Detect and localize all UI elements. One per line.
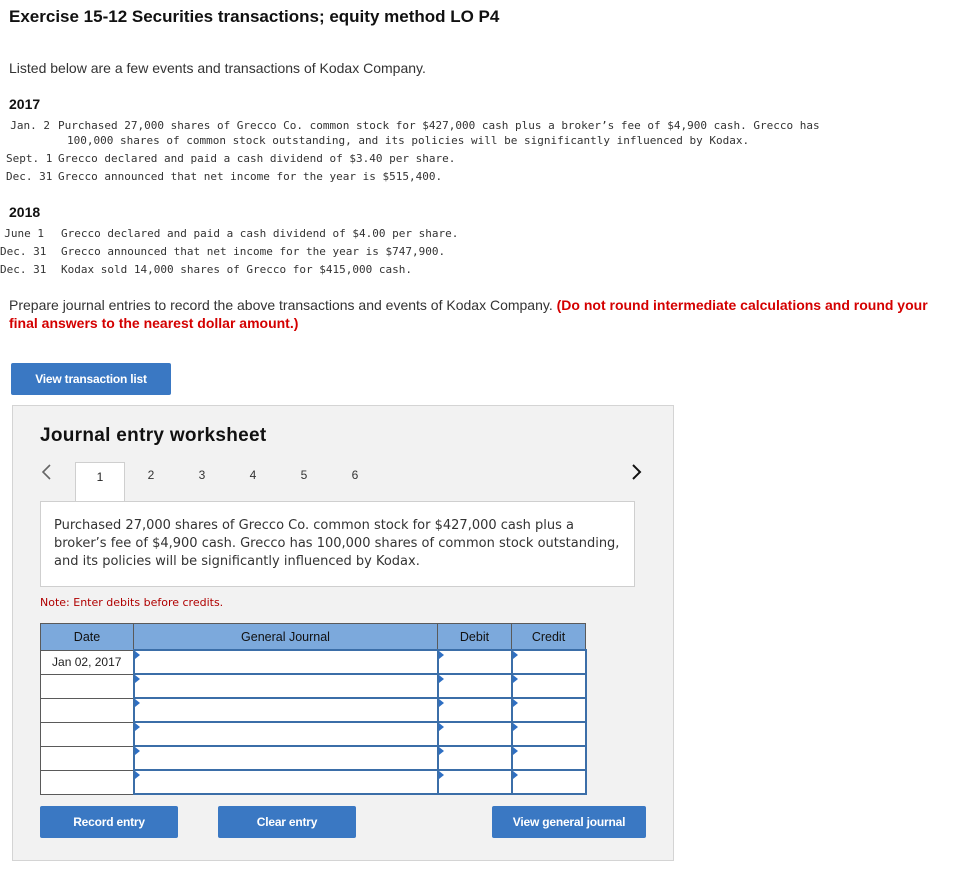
transaction-description: Purchased 27,000 shares of Grecco Co. common stock for $427,000 cash plus a broker’s fee of $4,900 cash. Grecco has 100,000 shares of common stock outstanding, and its policies will be significantly influenced by Kodax. [40, 501, 635, 587]
column-header-date: Date [41, 624, 134, 651]
column-header-credit: Credit [512, 624, 586, 651]
tab-6[interactable]: 6 [351, 468, 359, 482]
view-general-journal-button[interactable]: View general journal [492, 806, 646, 838]
event-text: Grecco announced that net income for the year is $747,900. [61, 245, 446, 258]
dropdown-marker-icon [513, 747, 518, 755]
dropdown-marker-icon [513, 771, 518, 779]
date-cell[interactable]: Jan 02, 2017 [41, 650, 134, 674]
credit-input[interactable] [512, 698, 586, 722]
event-text: Kodax sold 14,000 shares of Grecco for $415,000 cash. [61, 263, 412, 276]
debit-input[interactable] [438, 674, 512, 698]
dropdown-marker-icon [135, 675, 140, 683]
debit-input[interactable] [438, 722, 512, 746]
table-row [41, 722, 586, 746]
dropdown-marker-icon [135, 651, 140, 659]
chevron-right-icon[interactable] [631, 462, 643, 488]
dropdown-marker-icon [135, 699, 140, 707]
worksheet-title: Journal entry worksheet [40, 425, 267, 446]
credit-input[interactable] [512, 770, 586, 794]
account-input[interactable] [134, 770, 438, 794]
account-input[interactable] [134, 722, 438, 746]
event-date: Jan. 2 [10, 119, 50, 132]
page-title: Exercise 15-12 Securities transactions; equity method LO P4 [9, 7, 500, 26]
tab-4[interactable]: 4 [249, 468, 257, 482]
dropdown-marker-icon [513, 651, 518, 659]
dropdown-marker-icon [513, 675, 518, 683]
dropdown-marker-icon [439, 723, 444, 731]
dropdown-marker-icon [135, 747, 140, 755]
chevron-left-icon[interactable] [40, 462, 52, 488]
debit-input[interactable] [438, 770, 512, 794]
dropdown-marker-icon [513, 723, 518, 731]
tab-5[interactable]: 5 [300, 468, 308, 482]
tab-2[interactable]: 2 [147, 468, 155, 482]
event-date: Dec. 31 [0, 245, 47, 258]
dropdown-marker-icon [135, 771, 140, 779]
intro-text: Listed below are a few events and transactions of Kodax Company. [9, 60, 426, 76]
account-input[interactable] [134, 746, 438, 770]
account-input[interactable] [134, 674, 438, 698]
credit-input[interactable] [512, 650, 586, 674]
credit-input[interactable] [512, 674, 586, 698]
column-header-general-journal: General Journal [134, 624, 438, 651]
event-text: Grecco announced that net income for the year is $515,400. [58, 170, 443, 183]
dropdown-marker-icon [513, 699, 518, 707]
event-text: Purchased 27,000 shares of Grecco Co. common stock for $427,000 cash plus a broker’s fee of $4,900 cash. Grecco has [58, 119, 820, 132]
event-date: Dec. 31 [0, 263, 47, 276]
event-date: Sept. 1 [6, 152, 53, 165]
event-text: Grecco declared and paid a cash dividend of $4.00 per share. [61, 227, 459, 240]
view-transaction-list-button[interactable]: View transaction list [11, 363, 171, 395]
date-cell[interactable] [41, 674, 134, 698]
credit-input[interactable] [512, 746, 586, 770]
event-text-continued: 100,000 shares of common stock outstanding, and its policies will be significantly influenced by Kodax. [67, 134, 750, 147]
date-cell[interactable] [41, 746, 134, 770]
table-row [41, 770, 586, 794]
table-row [41, 674, 586, 698]
dropdown-marker-icon [439, 675, 444, 683]
dropdown-marker-icon [439, 747, 444, 755]
account-input[interactable] [134, 698, 438, 722]
credit-input[interactable] [512, 722, 586, 746]
record-entry-button[interactable]: Record entry [40, 806, 178, 838]
dropdown-marker-icon [439, 651, 444, 659]
debit-input[interactable] [438, 746, 512, 770]
journal-entry-table [40, 623, 587, 795]
event-text: Grecco declared and paid a cash dividend of $3.40 per share. [58, 152, 456, 165]
instructions-text: Prepare journal entries to record the above transactions and events of Kodax Company. [9, 297, 553, 313]
dropdown-marker-icon [439, 699, 444, 707]
table-row [41, 698, 586, 722]
debit-input[interactable] [438, 650, 512, 674]
dropdown-marker-icon [439, 771, 444, 779]
tab-3[interactable]: 3 [198, 468, 206, 482]
debit-input[interactable] [438, 698, 512, 722]
account-input[interactable] [134, 650, 438, 674]
year-heading-2018: 2018 [9, 204, 41, 220]
table-row [41, 650, 586, 674]
year-heading-2017: 2017 [9, 96, 41, 112]
instructions [9, 296, 954, 332]
dropdown-marker-icon [135, 723, 140, 731]
event-date: Dec. 31 [6, 170, 53, 183]
instructions-emphasis: (Do not round intermediate calculations and round your final answers to the nearest dollar amount.) [9, 297, 928, 331]
date-cell[interactable] [41, 698, 134, 722]
tab-1[interactable]: 1 [75, 462, 125, 503]
date-cell[interactable] [41, 722, 134, 746]
table-row [41, 746, 586, 770]
column-header-debit: Debit [438, 624, 512, 651]
event-date: June 1 [4, 227, 44, 240]
clear-entry-button[interactable]: Clear entry [218, 806, 356, 838]
date-cell[interactable] [41, 770, 134, 794]
entry-note: Note: Enter debits before credits. [40, 596, 224, 609]
